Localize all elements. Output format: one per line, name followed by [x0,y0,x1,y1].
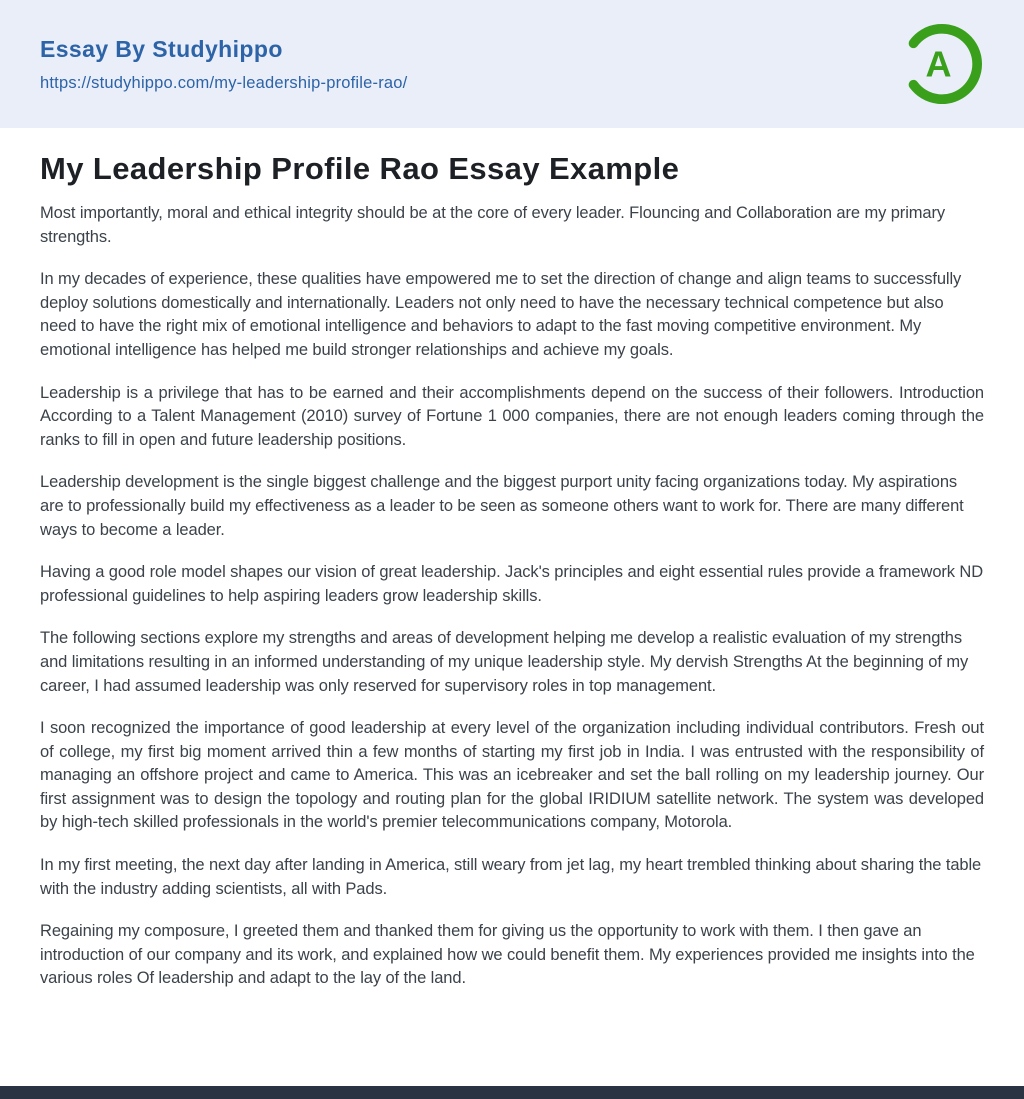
essay-title: My Leadership Profile Rao Essay Example [40,151,680,186]
footer-bar [0,1086,1024,1099]
paragraph: Having a good role model shapes our vision of great leadership. Jack's principles and eight essential rules provide a framework ND professional guidelines to help aspiring leaders grow leadership skills. [40,563,984,605]
paragraph: Most importantly, moral and ethical integrity should be at the core of every leader. Flouncing and Collaboration are my primary strengths. [40,204,946,246]
page-header [0,0,1024,128]
paragraph: In my first meeting, the next day after landing in America, still weary from jet lag, my heart trembled thinking about sharing the table with the industry adding scientists, all with Pads. [40,856,982,898]
logo-letter: A [925,43,952,85]
paragraph: Leadership development is the single biggest challenge and the biggest purport unity facing organizations today. My aspirations are to professionally build my effectiveness as a leader to be seen as someone others want to work for. There are many different ways to become a leader. [40,473,964,539]
paragraph: I soon recognized the importance of good leadership at every level of the organization including individual contributors. Fresh out of college, my first big moment arrived thin a few months of starting my first job in India. I was entrusted with the responsibility of managing an offshore project and came to America. This was an icebreaker and set the ball rolling on my leadership journey. Our first assignment was to design the topology and routing plan for the global IRIDIUM satellite network. The system was developed by high-tech skilled professionals in the world's premier telecommunications company, Motorola. [40,719,984,832]
logo-arc-icon [898,20,986,108]
paragraph: The following sections explore my strengths and areas of development helping me develop a realistic evaluation of my strengths and limitations resulting in an informed understanding of my unique leadership style. My dervish Strengths At the beginning of my career, I had assumed leadership was only reserved for supervisory roles in top management. [40,629,969,695]
page-url[interactable]: https://studyhippo.com/my-leadership-profile-rao/ [40,74,408,92]
paragraph-list [40,202,984,991]
paragraph: In my decades of experience, these qualities have empowered me to set the direction of change and align teams to successfully deploy solutions domestically and internationally. Leaders not only need to have the necessary technical competence but also need to have the right mix of emotional intelligence and behaviors to adapt to the fast moving competitive environment. My emotional intelligence has helped me build stronger relationships and achieve my goals. [40,270,962,359]
studyhippo-logo-icon [898,20,986,108]
essay-content [0,151,1024,991]
paragraph: Leadership is a privilege that has to be earned and their accomplishments depend on the success of their followers. Introduction According to a Talent Management (2010) survey of Fortune 1 000 companies, there are not enough leaders coming through the ranks to fill in open and future leadership positions. [40,383,984,449]
site-title: Essay By Studyhippo [40,36,283,62]
paragraph: Regaining my composure, I greeted them and thanked them for giving us the opportunity to work with them. I then gave an introduction of our company and its work, and explained how we could benefit them. My experiences provided me insights into the various roles Of leadership and adapt to the lay of the land. [40,922,975,988]
